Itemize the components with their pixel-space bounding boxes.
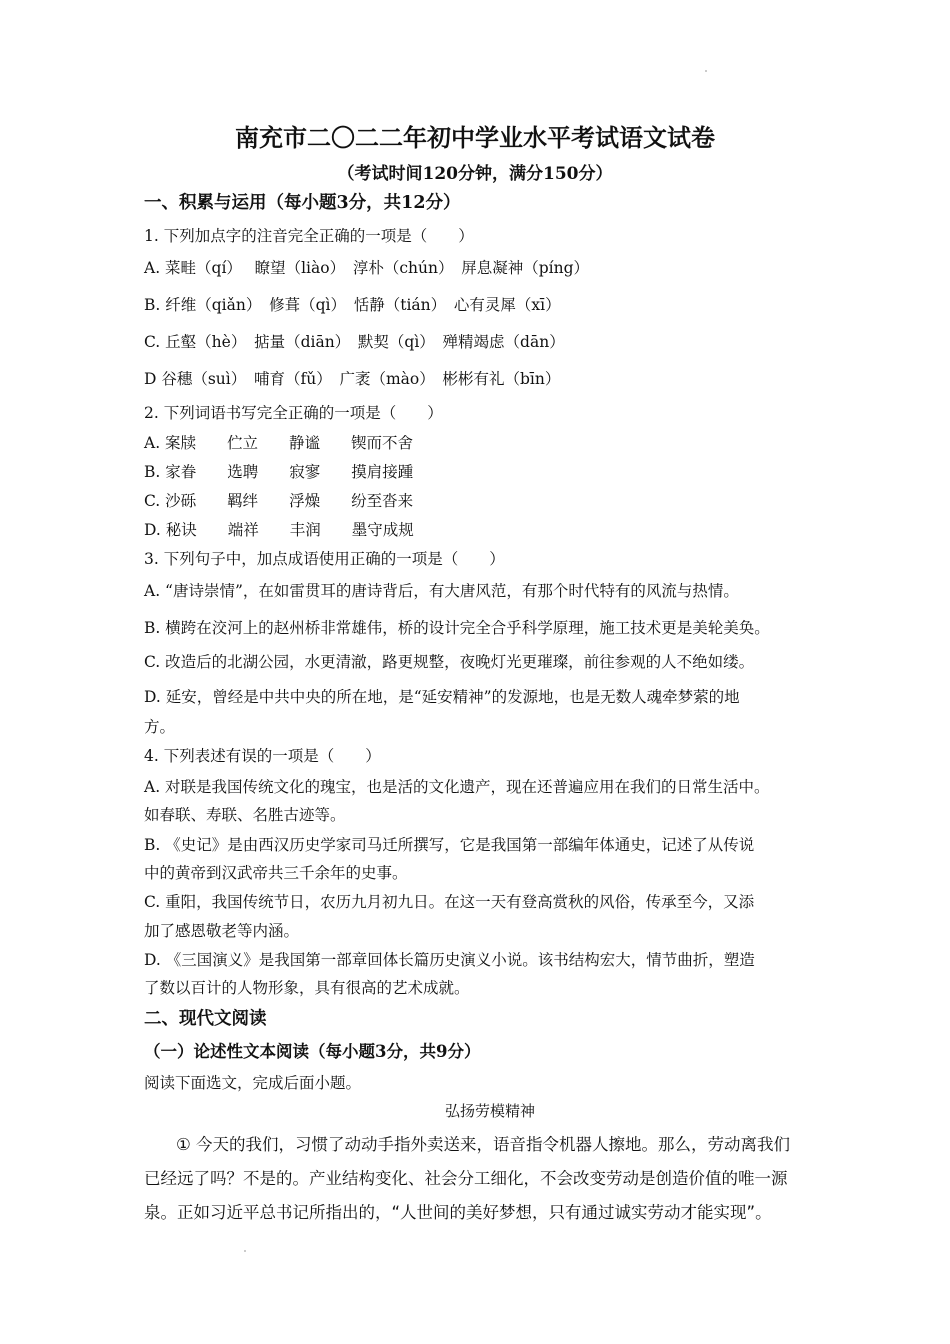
q2-option-d: D. 秘诀 端祥 丰润 墨守成规 xyxy=(144,521,414,539)
q4-option-c-line1: C. 重阳，我国传统节日，农历九月初九日。在这一天有登高赏秋的风俗，传承至今，又添 xyxy=(144,893,755,911)
section1-heading: 一、积累与运用（每小题3分，共12分） xyxy=(144,193,461,213)
q2-stem: 2. 下列词语书写完全正确的一项是（ ） xyxy=(144,404,443,422)
q3-option-d-line2: 方。 xyxy=(144,718,176,736)
article-title: 弘扬劳模精神 xyxy=(444,1102,535,1120)
q3-option-a: A. “唐诗崇情”，在如雷贯耳的唐诗背后，有大唐风范，有那个时代特有的风流与热情。 xyxy=(144,582,739,600)
scan-dot xyxy=(705,70,707,72)
q4-option-d-line1: D. 《三国演义》是我国第一部章回体长篇历史演义小说。该书结构宏大，情节曲折，塑造 xyxy=(144,951,755,969)
q2-option-c: C. 沙砾 羁绊 浮燥 纷至沓来 xyxy=(144,492,414,510)
exam-subtitle: （考试时间120分钟，满分150分） xyxy=(337,164,613,184)
q1-stem: 1. 下列加点字的注音完全正确的一项是（ ） xyxy=(144,227,474,245)
q3-option-d-line1: D. 延安，曾经是中共中央的所在地，是“延安精神”的发源地，也是无数人魂牵梦萦的地 xyxy=(144,688,740,706)
q4-option-a-line1: A. 对联是我国传统文化的瑰宝，也是活的文化遗产，现在还普遍应用在我们的日常生活中。 xyxy=(144,778,770,796)
scan-dot xyxy=(244,1250,246,1252)
q1-option-a: A. 菜畦（qí） 瞭望（liào） 淳朴（chún） 屏息凝神（píng） xyxy=(144,259,590,277)
q3-option-b: B. 横跨在洨河上的赵州桥非常雄伟，桥的设计完全合乎科学原理，施工技术更是美轮美奂。 xyxy=(144,619,770,637)
q1-option-d: D 谷穗（suì） 哺育（fǔ） 广袤（mào） 彬彬有礼（bīn） xyxy=(144,370,561,388)
q4-option-b-line2: 中的黄帝到汉武帝共三千余年的史事。 xyxy=(144,864,408,882)
section2-subheading: （一）论述性文本阅读（每小题3分，共9分） xyxy=(144,1042,481,1061)
article-para1-line1: ① 今天的我们，习惯了动动手指外卖送来，语音指令机器人擦地。那么，劳动离我们 xyxy=(176,1135,791,1154)
q3-stem: 3. 下列句子中，加点成语使用正确的一项是（ ） xyxy=(144,550,505,568)
q2-option-b: B. 家眷 选聘 寂寥 摸肩接踵 xyxy=(144,463,414,481)
q1-option-b: B. 纤维（qiǎn） 修葺（qì） 恬静（tián） 心有灵犀（xī） xyxy=(144,296,561,314)
section2-heading: 二、现代文阅读 xyxy=(144,1009,267,1029)
q2-option-a: A. 案牍 伫立 静谧 锲而不舍 xyxy=(144,434,414,452)
q4-option-a-line2: 如春联、寿联、名胜古迹等。 xyxy=(144,806,346,824)
exam-title: 南充市二〇二二年初中学业水平考试语文试卷 xyxy=(235,123,715,152)
q4-option-c-line2: 加了感恩敬老等内涵。 xyxy=(144,922,300,940)
q1-option-c: C. 丘壑（hè） 掂量（diān） 默契（qì） 殚精竭虑（dān） xyxy=(144,333,565,351)
q4-stem: 4. 下列表述有误的一项是（ ） xyxy=(144,747,381,765)
q4-option-b-line1: B. 《史记》是由西汉历史学家司马迁所撰写，它是我国第一部编年体通史，记述了从传说 xyxy=(144,836,755,854)
q4-option-d-line2: 了数以百计的人物形象，具有很高的艺术成就。 xyxy=(144,979,470,997)
reading-instruction: 阅读下面选文，完成后面小题。 xyxy=(144,1074,362,1092)
q3-option-c: C. 改造后的北湖公园，水更清澈，路更规整，夜晚灯光更璀璨，前往参观的人不绝如缕。 xyxy=(144,653,755,671)
article-para1-line2: 已经远了吗？不是的。产业结构变化、社会分工细化，不会改变劳动是创造价值的唯一源 xyxy=(144,1169,788,1188)
article-para1-line3: 泉。正如习近平总书记所指出的，“人世间的美好梦想，只有通过诚实劳动才能实现”。 xyxy=(144,1203,772,1222)
